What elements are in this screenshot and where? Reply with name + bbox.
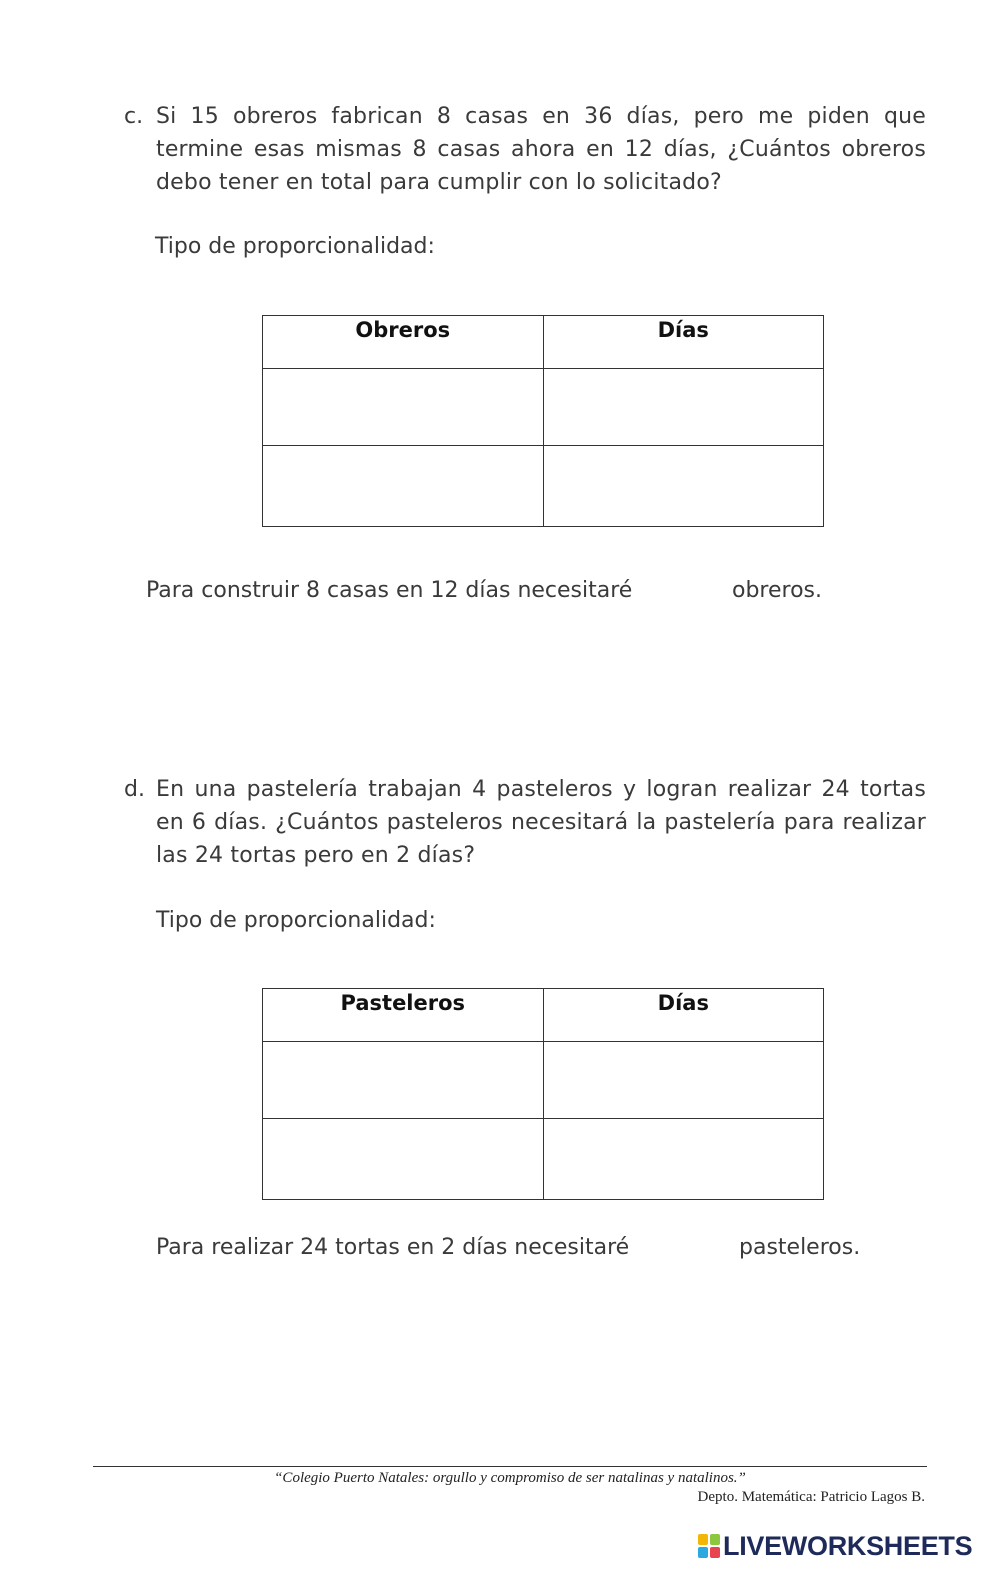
problem-c — [124, 100, 926, 199]
footer-department: Depto. Matemática: Patricio Lagos B. — [697, 1489, 925, 1505]
problem-c-header-dias: Días — [543, 316, 823, 369]
problem-d-header-dias: Días — [543, 989, 823, 1042]
problem-c-answer-text: Para construir 8 casas en 12 días necesitaré — [146, 578, 633, 603]
footer-divider — [93, 1466, 927, 1467]
problem-d-header-pasteleros: Pasteleros — [263, 989, 544, 1042]
problem-d-cell-r2-c1[interactable] — [263, 1119, 544, 1200]
problem-d-table — [262, 988, 824, 1200]
logo-square-3 — [698, 1547, 708, 1558]
logo-square-4 — [710, 1547, 720, 1558]
problem-d-cell-r1-c1[interactable] — [263, 1042, 544, 1119]
problem-d — [124, 773, 926, 872]
problem-c-cell-r2-c1[interactable] — [263, 446, 544, 527]
problem-d-answer-text: Para realizar 24 tortas en 2 días necesitaré — [156, 1235, 630, 1260]
problem-c-answer-unit: obreros. — [732, 578, 822, 603]
logo-square-1 — [698, 1534, 708, 1545]
problem-d-tipo-label: Tipo de proporcionalidad: — [156, 908, 436, 933]
problem-d-text: En una pastelería trabajan 4 pasteleros y logran realizar 24 tortas en 6 días. ¿Cuántos pasteleros necesitará la pastelería para realizar las 24 tortas pero en 2 días? — [156, 777, 926, 868]
problem-c-answer — [146, 576, 822, 606]
problem-d-answer-unit: pasteleros. — [739, 1235, 861, 1260]
problem-c-table — [262, 315, 824, 527]
liveworksheets-logo-icon — [698, 1534, 720, 1558]
problem-d-cell-r2-c2[interactable] — [543, 1119, 823, 1200]
footer-quote: “Colegio Puerto Natales: orgullo y compromiso de ser natalinas y natalinos.” — [274, 1470, 746, 1486]
problem-c-tipo-label: Tipo de proporcionalidad: — [155, 234, 435, 259]
logo-square-2 — [710, 1534, 720, 1545]
liveworksheets-wordmark: LIVEWORKSHEETS — [723, 1530, 973, 1561]
problem-c-header-obreros: Obreros — [263, 316, 544, 369]
problem-c-cell-r2-c2[interactable] — [543, 446, 823, 527]
problem-c-cell-r1-c2[interactable] — [543, 369, 823, 446]
problem-d-cell-r1-c2[interactable] — [543, 1042, 823, 1119]
problem-d-marker: d. — [124, 777, 145, 802]
problem-c-cell-r1-c1[interactable] — [263, 369, 544, 446]
problem-c-text: Si 15 obreros fabrican 8 casas en 36 días, pero me piden que termine esas mismas 8 casas ahora en 12 días, ¿Cuántos obreros debo tener en total para cumplir con lo solicitado? — [156, 104, 926, 195]
problem-d-answer — [156, 1233, 861, 1263]
liveworksheets-brand[interactable] — [698, 1531, 972, 1561]
problem-c-marker: c. — [124, 104, 144, 129]
